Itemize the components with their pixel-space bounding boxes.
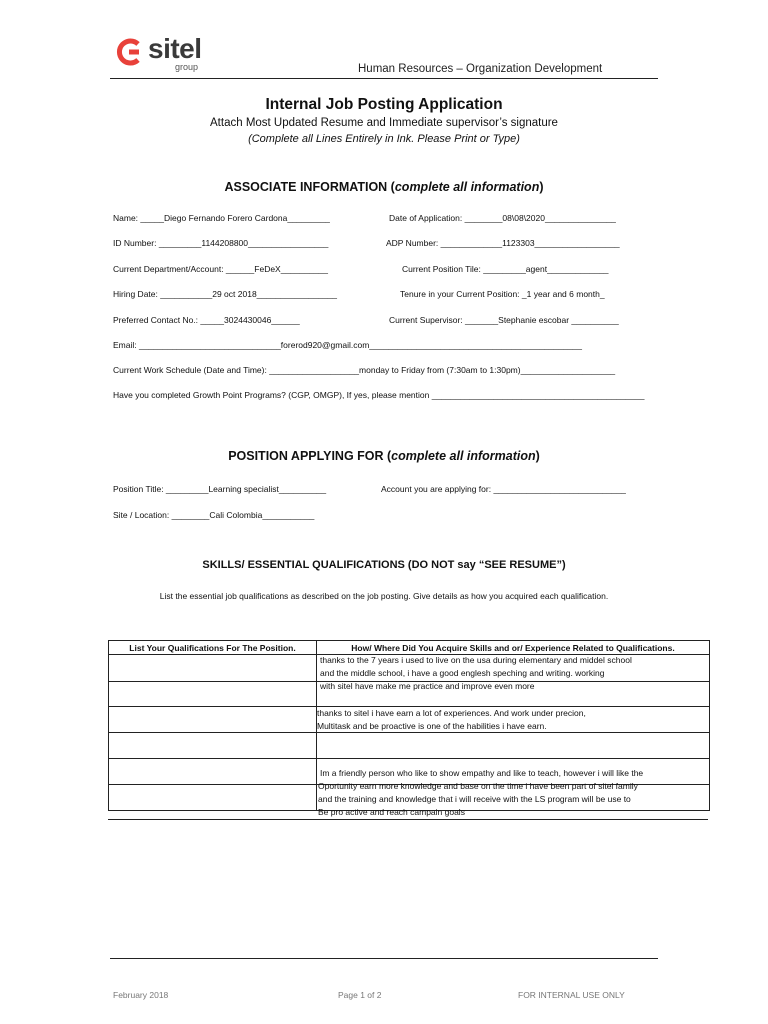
answer-line: Im a friendly person who like to show empathy and like to teach, however i will like the: [320, 768, 644, 778]
email-field[interactable]: Email: ______________________________forerod920@gmail.com_____________________________________________: [113, 340, 582, 350]
qualification-cell[interactable]: [109, 707, 317, 733]
qualification-cell[interactable]: [109, 759, 317, 785]
contact-number-field[interactable]: Preferred Contact No.: _____3024430046______: [113, 315, 300, 325]
table-bottom-line: [108, 819, 708, 820]
qualification-cell[interactable]: [109, 655, 317, 682]
answer-line: Oportunity earn more knowledge and base on the time i have been part of sitel family: [318, 781, 638, 791]
answer-line: and the middle school, i have a good englesh speching and writing. working: [320, 668, 605, 678]
header-divider: [110, 78, 658, 79]
tenure-field[interactable]: Tenure in your Current Position: _1 year and 6 month_: [400, 289, 605, 299]
department-field[interactable]: Current Department/Account: ______FeDeX__________: [113, 264, 329, 274]
logo-subtext: group: [175, 62, 199, 72]
sitel-logo-icon: [116, 38, 146, 66]
qualification-cell[interactable]: [109, 682, 317, 707]
answer-line: thanks to sitel i have earn a lot of experiences. And work under precion,: [317, 708, 586, 718]
footer-date: February 2018: [113, 990, 169, 1000]
position-applying-heading: POSITION APPLYING FOR (complete all information): [228, 449, 540, 463]
skills-heading: SKILLS/ ESSENTIAL QUALIFICATIONS (DO NOT say “SEE RESUME”): [202, 559, 566, 571]
logo-text: sitel: [148, 33, 202, 64]
answer-line: Multitask and be proactive is one of the habilities i have earn.: [317, 721, 547, 731]
footer-page-number: Page 1 of 2: [338, 990, 382, 1000]
answer-line: and the training and knowledge that i will receive with the LS program will be use to: [318, 794, 631, 804]
skills-instructions: List the essential job qualifications as described on the job posting. Give details as how you acquired each qualification.: [159, 591, 609, 601]
associate-info-heading: ASSOCIATE INFORMATION (complete all information): [224, 180, 544, 194]
current-position-field[interactable]: Current Position Tile: _________agent_____________: [402, 264, 609, 274]
adp-number-field[interactable]: ADP Number: _____________1123303__________________: [386, 238, 620, 248]
qualifications-column-header: List Your Qualifications For The Position.: [109, 641, 317, 655]
table-row: [109, 733, 710, 759]
answer-line: Be pro active and reach campain goals: [318, 807, 465, 817]
form-title: Internal Job Posting Application: [265, 96, 503, 113]
department-header: Human Resources – Organization Development: [358, 63, 603, 75]
growth-point-field[interactable]: Have you completed Growth Point Programs? (CGP, OMGP), If yes, please mention _____________________________________________: [113, 390, 645, 400]
date-of-application-field[interactable]: Date of Application: ________08\08\2020_______________: [389, 213, 616, 223]
account-applying-field[interactable]: Account you are applying for: ____________________________: [381, 484, 626, 494]
hiring-date-field[interactable]: Hiring Date: ___________29 oct 2018_________________: [113, 289, 338, 299]
experience-column-header: How/ Where Did You Acquire Skills and or/ Experience Related to Qualifications.: [317, 641, 710, 655]
position-title-field[interactable]: Position Title: _________Learning specialist__________: [113, 484, 327, 494]
qualification-cell[interactable]: [109, 733, 317, 759]
footer-usage-note: FOR INTERNAL USE ONLY: [518, 990, 625, 1000]
answer-line: with sitel have make me practice and improve even more: [320, 681, 535, 691]
footer-divider: [110, 958, 658, 959]
supervisor-field[interactable]: Current Supervisor: _______Stephanie escobar __________: [389, 315, 619, 325]
site-location-field[interactable]: Site / Location: ________Cali Colombia___________: [113, 510, 315, 520]
name-field[interactable]: Name: _____Diego Fernando Forero Cardona_________: [113, 213, 330, 223]
table-header-row: [109, 641, 710, 655]
work-schedule-field[interactable]: Current Work Schedule (Date and Time): ___________________monday to Friday from (7:30am to 1:30pm)____________________: [113, 365, 616, 375]
id-number-field[interactable]: ID Number: _________1144208800_________________: [113, 238, 329, 248]
form-instructions: (Complete all Lines Entirely in Ink. Please Print or Type): [248, 133, 520, 145]
experience-cell[interactable]: [317, 733, 710, 759]
form-subtitle: Attach Most Updated Resume and Immediate supervisor’s signature: [210, 117, 558, 129]
qualification-cell[interactable]: [109, 785, 317, 811]
answer-line: thanks to the 7 years i used to live on the usa during elementary and middel school: [320, 655, 632, 665]
